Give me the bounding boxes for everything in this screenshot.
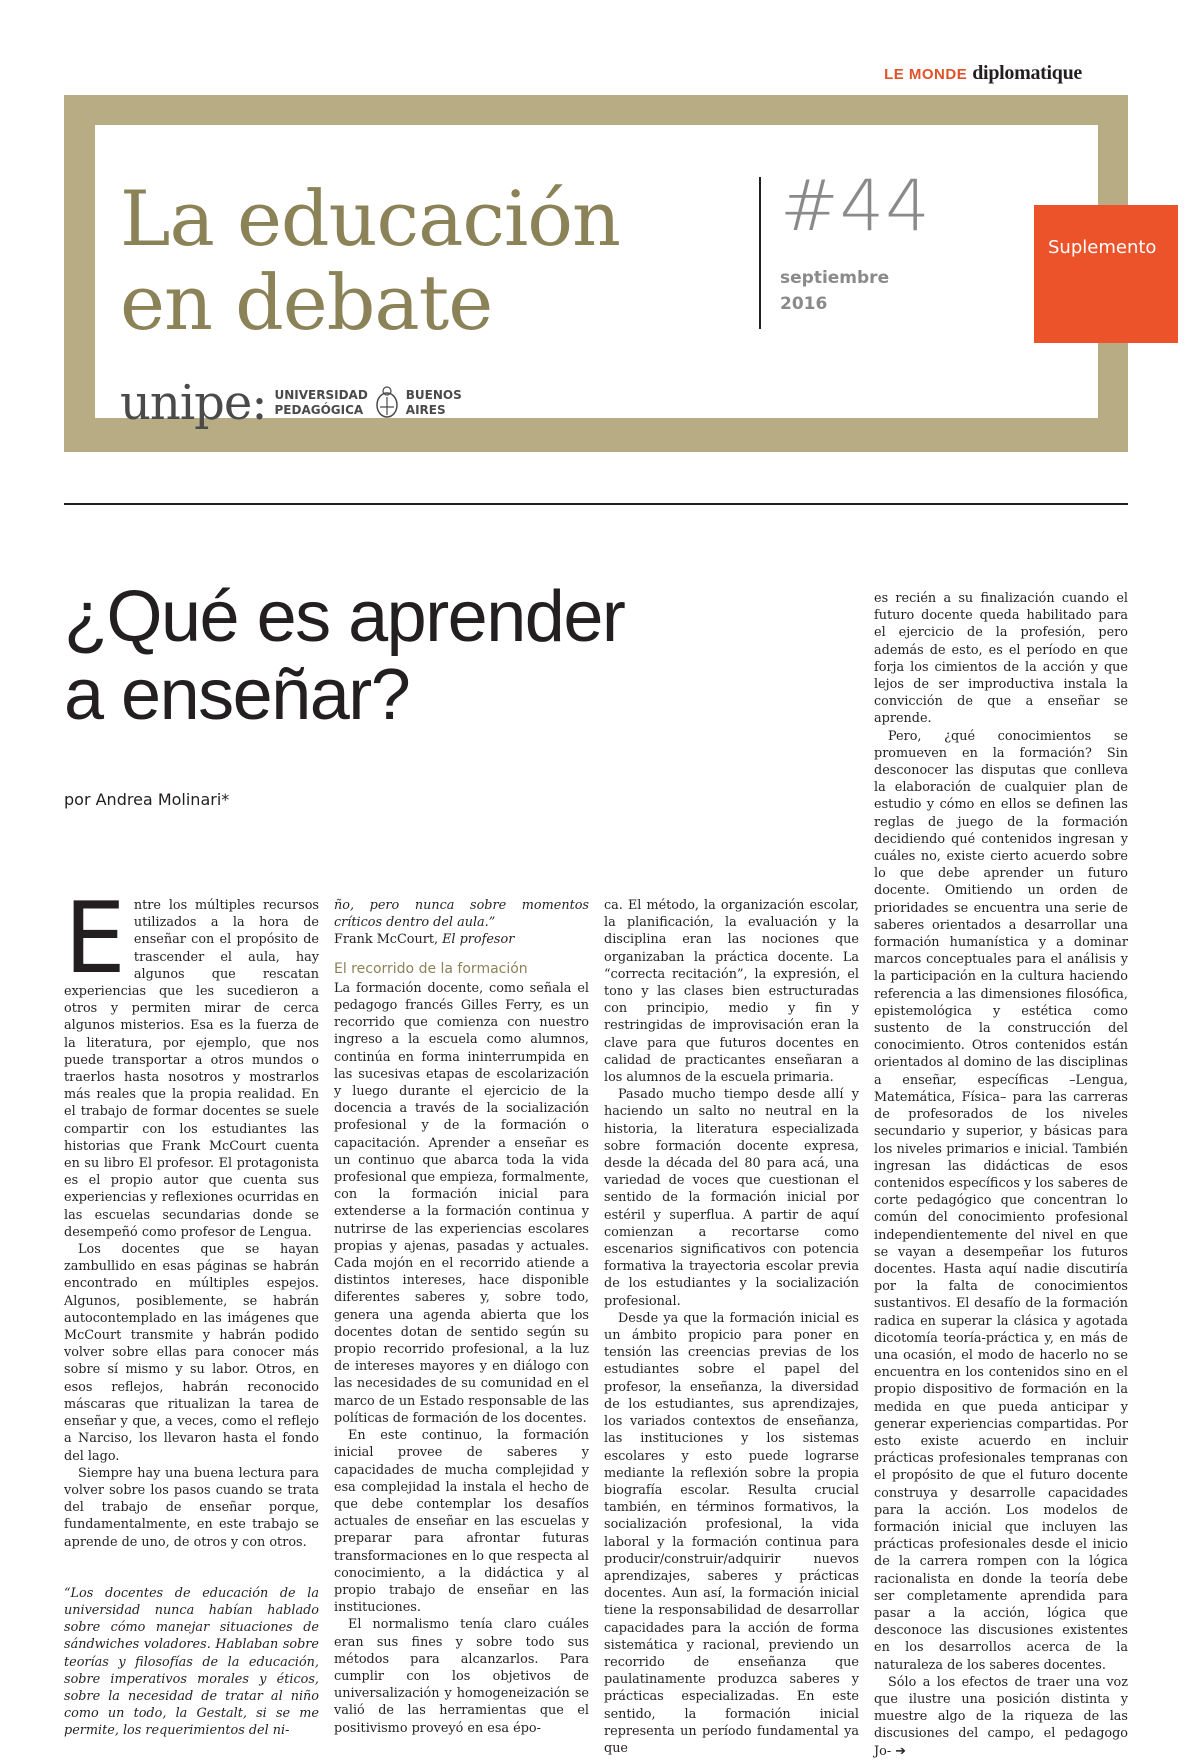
- paragraph: Los docentes que se hayan zambullido en esas páginas se habrán encontrado en múltiples espejos. Algunos, posiblemente, se habrán autocontemplado en las imágenes que McCourt transmite y habrán podido volver sobre ellas para conocer más sobre sí mismo y su labor. Otros, en esos reflejos, habrán reconocido máscaras que ritualizan la tarea de enseñar y que, a veces, como el reflejo a Narciso, los llevaron hasta el fondo del lago.: [64, 1242, 319, 1464]
- paragraph: El normalismo tenía claro cuáles eran sus fines y sobre todo sus métodos para alcanzarlos. Para cumplir con los objetivos de universalización y homogeneización se valió de las herramientas que el positivismo proveyó en esa épo-: [334, 1617, 589, 1736]
- logo-diplomatique: diplomatique: [972, 62, 1082, 84]
- continue-arrow-icon: ➔: [895, 1743, 906, 1759]
- unipe-wordmark: unipe:: [120, 375, 267, 431]
- university-name: [274, 388, 367, 418]
- paragraph: Pasado mucho tiempo desde allí y haciendo un salto no neutral en la historia, la literatura especializada sobre formación docente expresa, desde la década del 80 para acá, una variedad de voces que cuestionan el sentido de la formación inicial por estéril y superflua. A partir de aquí comienzan a recortarse como escenarios significativos con potencia formativa la trayectoria escolar previa de los estudiantes y la socialización profesional.: [604, 1087, 859, 1309]
- article-column-4: [874, 590, 1128, 1760]
- article-column-3: [604, 897, 859, 1757]
- city-line-2: AIRES: [405, 403, 446, 417]
- title-line-2: en debate: [120, 258, 493, 347]
- headline-line-2: a enseñar?: [64, 655, 410, 735]
- pull-quote: “Los docentes de educación de la universidad nunca habían hablado sobre cómo manejar situaciones de sándwiches voladores. Hablaban sobre teorías y filosofías de la educación, sobre imperativos morales y éticos, sobre la necesidad de tratar al niño como un todo, la Gestalt, si se me permite, los requerimientos del ni-: [64, 1585, 319, 1739]
- title-divider: [759, 177, 761, 329]
- section-subhead: El recorrido de la formación: [334, 960, 528, 977]
- logo-le-monde: LE MONDE: [884, 66, 968, 83]
- headline-line-1: ¿Qué es aprender: [64, 577, 625, 657]
- pull-quote-end: ño, pero nunca sobre momentos críticos dentro del aula.”: [334, 898, 589, 931]
- university-line-1: UNIVERSIDAD: [274, 388, 368, 402]
- paragraph: Pero, ¿qué conocimientos se promueven en la formación? Sin desconocer las disputas que conlleva la elaboración de cualquier plan de estudio y cómo en ellos se definen las reglas de juego de la formación decidiendo qué contenidos ingresan y cuáles no, existe cierto acuerdo sobre lo que debe aprender un futuro docente. Omitiendo un orden de prioridades se encuentra una serie de saberes orientados a desarrollar una formación humanística y a dominar marcos conceptuales para el análisis y la participación en la cultura haciendo referencia a las dimensiones filosófica, epistemológica y estética como sustento de la construcción del conocimiento. Otros contenidos están orientados al domino de las disciplinas a enseñar, específicas –Lengua, Matemática, Física– para las carreras de profesorados de los niveles secundario y superior, y básicas para los niveles primarios e inicial. También ingresan las didácticas de esos contenidos específicos y los saberes de corte pedagógico que concentran lo común del conocimiento profesional independientemente del nivel en que se vayan a desempeñar los futuros docentes. Hasta aquí nadie discutiría por la falta de conocimientos sustantivos. El desafío de la formación radica en superar la clásica y agotada dicotomía teoría-práctica y, en más de una ocasión, el modo de hacerlo no se encuentra en los contenidos sino en el propio dispositivo de formación en la medida en que pueda anticipar y generar experiencias compartidas. Por esto existe acuerdo en incluir prácticas profesionales tempranas con el propósito de que el futuro docente construya y desarrolle capacidades para la acción. Los modelos de formación inicial que incluyen las prácticas profesionales desde el inicio de la carrera rompen con la lógica racionalista en donde la teoría debe ser completamente aprendida para pasar a la acción, lógica que desconoce las discusiones existentes en los desarrollos acerca de la naturaleza de los saberes docentes.: [874, 728, 1128, 1673]
- paragraph: En este continuo, la formación inicial provee de saberes y capacidades de mucha complejidad y esa complejidad la instala el hecho de que debe contemplar los desafíos actuales de enseñar en las escuelas y preparar para afrontar futuras transformaciones en lo que respecta al conocimiento, a la didáctica y al propio trabajo de enseñar en las instituciones.: [334, 1428, 589, 1616]
- paragraph: Siempre hay una buena lectura para volver sobre los pasos cuando se trata del trabajo de enseñar porque, fundamentalmente, en este trabajo se aprende de uno, de otros y con otros.: [64, 1465, 319, 1550]
- title-line-1: La educación: [120, 174, 620, 263]
- article-column-1: [64, 882, 319, 1740]
- issue-date: [780, 265, 889, 317]
- quote-attribution: Frank McCourt, El profesor: [334, 932, 515, 948]
- paragraph: es recién a su finalización cuando el futuro docente queda habilitado para el ejercicio de la profesión, pero además de esto, es el período en que forja los cimientos de la acción y que lejos de ser improductiva instala la convicción de que a enseñar se aprende.: [874, 591, 1128, 727]
- unipe-logo: [120, 375, 462, 431]
- section-divider: [64, 503, 1128, 505]
- article-headline: [64, 578, 624, 734]
- paragraph: La formación docente, como señala el pedagogo francés Gilles Ferry, es un recorrido que comienza con nuestro ingreso a la escuela como alumnos, continúa en forma ininterrumpida en las sucesivas etapas de escolarización y luego durante el ejercicio de la docencia a través de la socialización profesional y de la formación o capacitación. Aprender a enseñar es un continuo que abarca toda la vida profesional que empieza, formalmente, con la formación inicial para extenderse a la formación continua y nutrirse de las experiencias escolares propias y ajenas, pasadas y actuales. Cada mojón en el recorrido atiende a distintos intereses, hace disponible diferentes saberes y, sobre todo, genera una agenda abierta que los docentes dotan de sentido según su propio recorrido profesional, a la luz de intereses mayores y en diálogo con las necesidades de su comunidad en el marco de un Estado responsable de las políticas de formación de los docentes.: [334, 980, 589, 1426]
- university-line-2: PEDAGÓGICA: [274, 403, 364, 417]
- paragraph: Sólo a los efectos de traer una voz que ilustre una posición distinta y muestre algo de la riqueza de las discusiones del campo, el pedagogo Jo- ➔: [874, 1674, 1128, 1759]
- paragraph: Desde ya que la formación inicial es un ámbito propicio para poner en tensión las creencias previas de los estudiantes sobre el papel del profesor, la enseñanza, la diversidad de los estudiantes, sus aprendizajes, los variados contextos de enseñanza, las instituciones y los sistemas escolares y esto puede lograrse mediante la reflexión sobre la propia biografía escolar. Resulta crucial también, en términos formativos, la socialización profesional, la vida laboral y la formación continua para producir/construir/adquirir nuevos aprendizajes, saberes y prácticas docentes. Aun así, la formación inicial tiene la responsabilidad de desarrollar capacidades para la acción de forma sistemática y racional, previendo un recorrido de enseñanza que paulatinamente produzca saberes y prácticas especializadas. En este sentido, la formación inicial representa un período fundamental ya que: [604, 1310, 859, 1756]
- le-monde-diplomatique-logo: [884, 62, 1082, 85]
- city-name: [406, 388, 462, 418]
- publication-title: [120, 174, 620, 347]
- issue-number: #44: [780, 165, 931, 247]
- masthead-inner: [95, 125, 1157, 431]
- issue-month: septiembre: [780, 268, 890, 288]
- drop-cap: E: [64, 882, 126, 996]
- paragraph: Entre los múltiples recursos utilizados a la hora de enseñar con el propósito de trascender el aula, hay algunos que rescatan experiencias que les sucedieron a otros y permiten mirar de cerca algunos misterios. Esa es la fuerza de la literatura, por ejemplo, que nos puede transportar a otros mundos o traerlos hasta nosotros y mostrarlos más reales que la propia realidad. En el trabajo de formar docentes se suele compartir con los estudiantes las historias que Frank McCourt cuenta en su libro El profesor. El protagonista es el propio autor que cuenta sus experiencias y reflexiones ocurridas en las escuelas secundarias donde se desempeñó como profesor de Lengua.: [64, 882, 319, 1240]
- city-line-1: BUENOS: [405, 388, 462, 402]
- article-column-2: [334, 897, 589, 1737]
- paragraph: ca. El método, la organización escolar, la planificación, la evaluación y la disciplina eran las nociones que organizaban la práctica docente. La “correcta recitación”, la expresión, el tono y las clases bien estructuradas con principio, medio y fin y restringidas de improvisación eran la clave para que futuros docentes en calidad de practicantes enseñaran a los alumnos de la escuela primaria.: [604, 898, 859, 1086]
- buenos-aires-seal-icon: [374, 385, 400, 421]
- issue-year: 2016: [780, 294, 828, 314]
- masthead-banner: [64, 95, 1157, 452]
- supplement-badge: Suplemento: [1034, 205, 1178, 343]
- article-byline: por Andrea Molinari*: [64, 790, 230, 809]
